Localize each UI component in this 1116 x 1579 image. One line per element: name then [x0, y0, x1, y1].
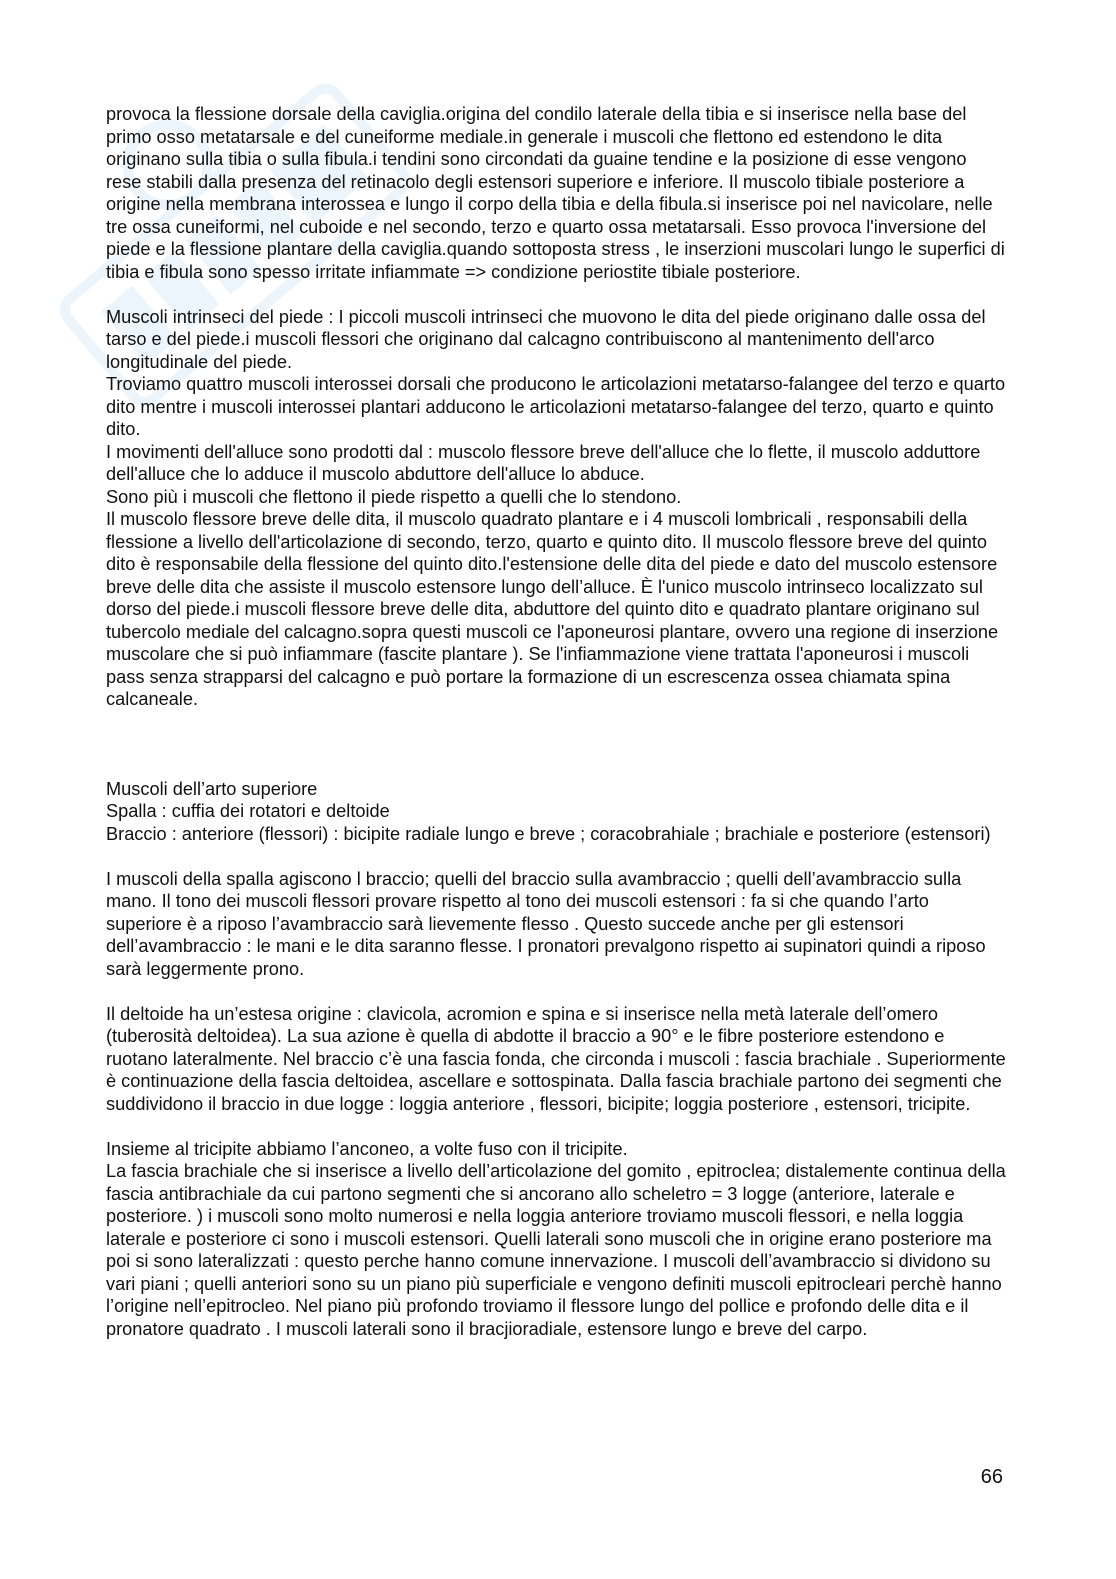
page-body — [106, 103, 1006, 1340]
page-number: 66 — [980, 1466, 1003, 1488]
paragraph-tricipite-avambraccio: Insieme al tricipite abbiamo l’anconeo, a volte fuso con il tricipite. La fascia brachiale che si inserisce a livello dell’articolazione del gomito , epitroclea; distalemente continua della fascia antibrachiale da cui partono segmenti che si ancorano allo scheletro = 3 logge (anteriore, laterale e posteriore. ) i muscoli sono molto numerosi e nella loggia anteriore troviamo muscoli flessori, e nella loggia laterale e posteriore ci sono i muscoli estensori. Quelli laterali sono muscoli che in origine erano posteriore ma poi si sono lateralizzati : questo perche hanno comune innervazione. I muscoli dell’avambraccio si dividono su vari piani ; quelli anteriori sono su un piano più superficiale e vengono definiti muscoli epitrocleari perchè hanno l’origine nell’epitrocleo. Nel piano più profondo troviamo il flessore lungo del pollice e profondo delle dita e il pronatore quadrato . I muscoli laterali sono il bracjioradiale, estensore lungo e breve del carpo. — [106, 1138, 1006, 1339]
paragraph-tibiale-posteriore: provoca la flessione dorsale della caviglia.origina del condilo laterale della tibia e si inserisce nella base del primo osso metatarsale e del cuneiforme mediale.in generale i muscoli che flettono ed estendono le dita originano sulla tibia o sulla fibula.i tendini sono circondati da guaine tendine e la posizione di esse vengono rese stabili dalla presenza del retinacolo degli estensori superiore e inferiore. Il muscolo tibiale posteriore a origine nella membrana interossea e lungo il corpo della tibia e della fibula.si inserisce poi nel navicolare, nelle tre ossa cuneiformi, nel cuboide e nel secondo, terzo e quarto ossa metatarsali. Esso provoca l'inversione del piede e la flessione plantare della caviglia.quando sottoposta stress , le inserzioni muscolari lungo le superfici di tibia e fibula sono spesso irritate infiammate => condizione periostite tibiale posteriore. — [106, 104, 1005, 282]
paragraph-deltoide: Il deltoide ha un’estesa origine : clavicola, acromion e spina e si inserisce nella metà laterale dell’omero (tuberosità deltoidea). La sua azione è quella di abdotte il braccio a 90° e le fibre posteriore estendono e ruotano lateralmente. Nel braccio c’è una fascia fonda, che circonda i muscoli : fascia brachiale . Superiormente è continuazione della fascia deltoidea, ascellare e sottospinata. Dalla fascia brachiale partono dei segmenti che suddividono il braccio in due logge : loggia anteriore , flessori, bicipite; loggia posteriore , estensori, tricipite. — [106, 1003, 1006, 1114]
paragraph-arto-superiore: Muscoli dell’arto superiore Spalla : cuffia dei rotatori e deltoide Braccio : anteriore (flessori) : bicipite radiale lungo e breve ; coracobrahiale ; brachiale e posteriore (estensori) — [106, 778, 991, 844]
paragraph-muscoli-intrinseci-piede: Muscoli intrinseci del piede : I piccoli muscoli intrinseci che muovono le dita del piede originano dalle ossa del tarso e del piede.i muscoli flessori che originano dal calcagno contribuiscono al mantenimento dell'arco longitudinale del piede. Troviamo quattro muscoli interossei dorsali che producono le articolazioni metatarso-falangee del terzo e quarto dito mentre i muscoli interossei plantari adducono le articolazioni metatarso-falangee del terzo, quarto e quinto dito. I movimenti dell'alluce sono prodotti dal : muscolo flessore breve dell'alluce che lo flette, il muscolo adduttore dell'alluce che lo adduce il muscolo abduttore dell'alluce lo abduce. Sono più i muscoli che flettono il piede rispetto a quelli che lo stendono. Il muscolo flessore breve delle dita, il muscolo quadrato plantare e i 4 muscoli lombricali , responsabili della flessione a livello dell'articolazione di secondo, terzo, quarto e quinto dito. Il muscolo flessore breve del quinto dito è responsabile della flessione del quinto dito.l'estensione delle dita del piede e dato del muscolo estensore breve delle dita che assiste il muscolo estensore lungo dell’alluce. È l'unico muscolo intrinseco localizzato sul dorso del piede.i muscoli flessore breve delle dita, abduttore del quinto dito e quadrato plantare originano sul tubercolo mediale del calcagno.sopra questi muscoli ce l'aponeurosi plantare, ovvero una regione di inserzione muscolare che si può infiammare (fascite plantare ). Se l'infiammazione viene trattata l'aponeurosi i muscoli pass senza strapparsi del calcagno e può portare la formazione di un escrescenza ossea chiamata spina calcaneale. — [106, 306, 1006, 709]
paragraph-muscoli-spalla: I muscoli della spalla agiscono l braccio; quelli del braccio sulla avambraccio ; quelli dell’avambraccio sulla mano. Il tono dei muscoli flessori provare rispetto al tono dei muscoli estensori : fa si che quando l’arto superiore è a riposo l’avambraccio sarà lievemente flesso . Questo succede anche per gli estensori dell’avambraccio : le mani e le dita saranno flesse. I pronatori prevalgono rispetto ai supinatori quindi a riposo sarà leggermente prono. — [106, 868, 986, 979]
